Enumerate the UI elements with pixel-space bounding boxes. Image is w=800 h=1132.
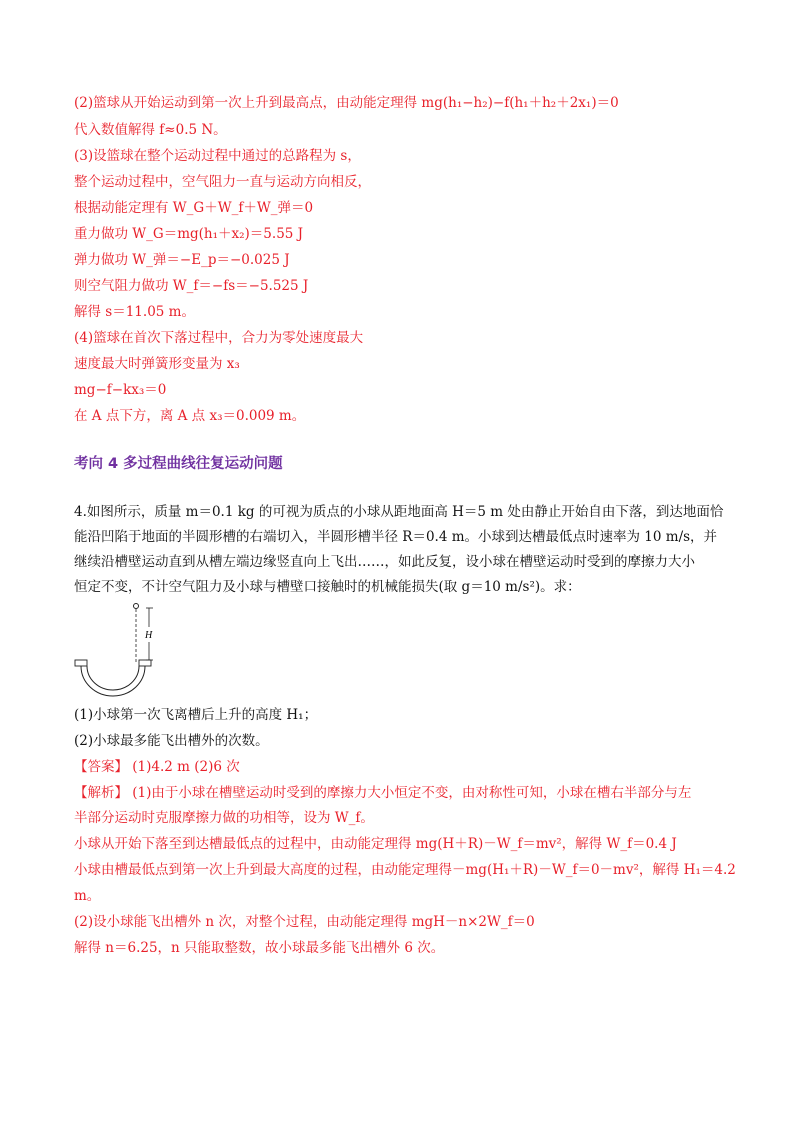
problem-line: 继续沿槽壁运动直到从槽左端边缘竖直向上飞出……，如此反复，设小球在槽壁运动时受到的摩擦力大小 — [74, 554, 695, 570]
analysis-line: 解得 n＝6.25，n 只能取整数，故小球最多能飞出槽外 6 次。 — [74, 940, 445, 956]
analysis-line: 半部分运动时克服摩擦力做的功相等，设为 W_f。 — [74, 810, 374, 826]
answer-line: 【答案】 (1)4.2 m (2)6 次 — [74, 759, 240, 775]
solution-line: 解得 s＝11.05 m。 — [74, 304, 195, 320]
question-line: (1)小球第一次飞离槽后上升的高度 H₁； — [74, 707, 318, 723]
solution-line: 在 A 点下方，离 A 点 x₃＝0.009 m。 — [74, 408, 306, 424]
analysis-line: m。 — [74, 888, 101, 904]
solution-line: mg−f−kx₃＝0 — [74, 382, 167, 398]
solution-line: 整个运动过程中，空气阻力一直与运动方向相反， — [74, 174, 371, 190]
ball-icon — [134, 604, 139, 609]
solution-line: 根据动能定理有 W_G＋W_f＋W_弹＝0 — [74, 200, 314, 216]
problem-line: 恒定不变，不计空气阻力及小球与槽壁口接触时的机械能损失(取 g＝10 m/s²)。求： — [74, 579, 581, 595]
problem-line: 4.如图所示，质量 m＝0.1 kg 的可视为质点的小球从距地面高 H＝5 m 处由静止开始自由下落，到达地面恰 — [74, 504, 724, 520]
analysis-line: (2)设小球能飞出槽外 n 次，对整个过程，由动能定理得 mgH－n×2W_f＝0 — [74, 914, 535, 930]
ground-left — [75, 660, 87, 666]
groove-inner — [87, 666, 139, 690]
height-label: H — [145, 630, 153, 641]
problem-line: 能沿凹陷于地面的半圆形槽的右端切入，半圆形槽半径 R＝0.4 m。小球到达槽最低点时速率为 10 m/s，并 — [74, 529, 718, 545]
analysis-line: 【解析】 (1)由于小球在槽壁运动时受到的摩擦力大小恒定不变，由对称性可知，小球在槽右半部分与左 — [74, 785, 692, 801]
solution-line: 则空气阻力做功 W_f＝−fs＝−5.525 J — [74, 278, 309, 294]
solution-line: (2)篮球从开始运动到第一次上升到最高点，由动能定理得 mg(h₁−h₂)−f(h₁＋h₂＋2x₁)＝0 — [74, 95, 619, 111]
solution-line: 重力做功 W_G＝mg(h₁＋x₂)＝5.55 J — [74, 226, 304, 242]
solution-line: (4)篮球在首次下落过程中，合力为零处速度最大 — [74, 330, 364, 346]
solution-line: 代入数值解得 f≈0.5 N。 — [74, 122, 227, 138]
groove-figure — [74, 602, 160, 698]
solution-line: 速度最大时弹簧形变量为 x₃ — [74, 356, 240, 372]
section-heading: 考向 4 多过程曲线往复运动问题 — [74, 456, 283, 472]
analysis-line: 小球从开始下落至到达槽最低点的过程中，由动能定理得 mg(H＋R)－W_f＝mv²，解得 W_f＝0.4 J — [74, 836, 677, 852]
ground-right — [139, 660, 151, 666]
groove-outer — [81, 666, 145, 696]
solution-line: (3)设篮球在整个运动过程中通过的总路程为 s， — [74, 148, 361, 164]
question-line: (2)小球最多能飞出槽外的次数。 — [74, 733, 269, 749]
analysis-line: 小球由槽最低点到第一次上升到最大高度的过程，由动能定理得－mg(H₁＋R)－W_f＝0－mv²，解得 H₁＝4.2 — [74, 862, 736, 878]
solution-line: 弹力做功 W_弹＝−E_p＝−0.025 J — [74, 252, 290, 268]
